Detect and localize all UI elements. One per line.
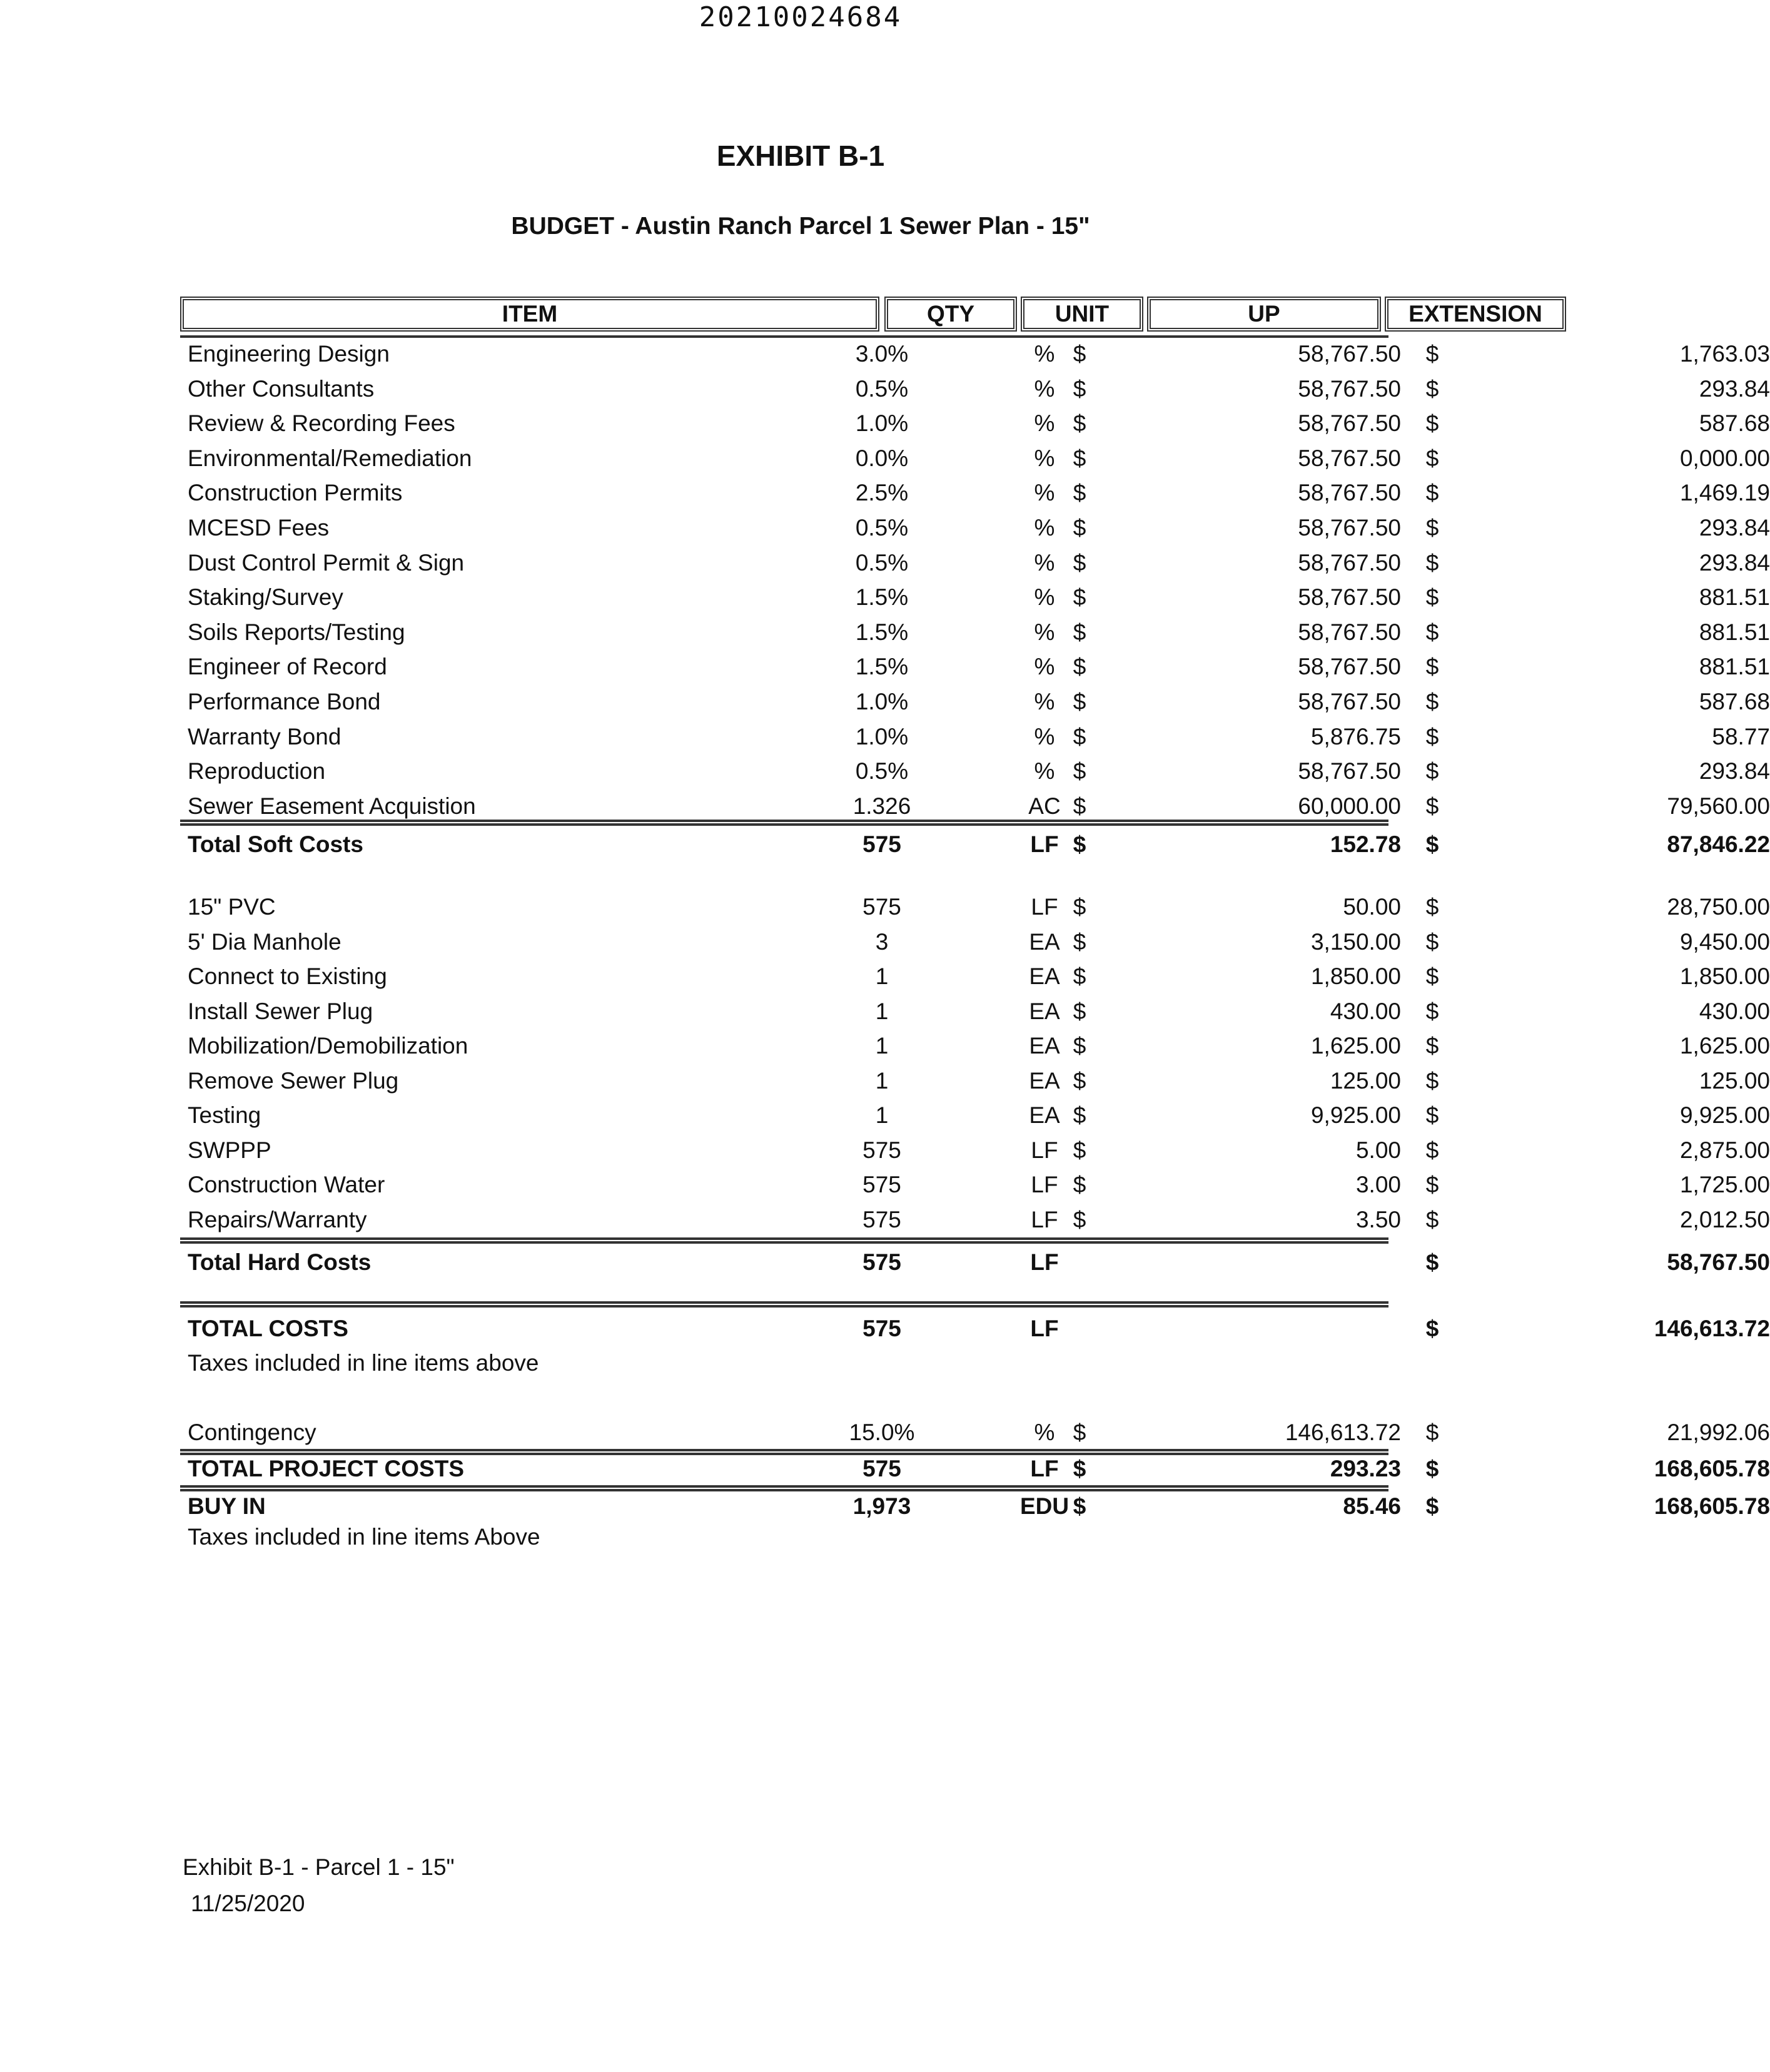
extension-cell: 58,767.50 <box>1667 1249 1770 1275</box>
item-cell: Review & Recording Fees <box>188 410 455 437</box>
up-cell: 58,767.50 <box>1298 341 1401 367</box>
dollar-sign: $ <box>1073 445 1086 471</box>
item-cell: Total Hard Costs <box>188 1249 372 1275</box>
table-header <box>180 297 1542 335</box>
up-cell: 58,767.50 <box>1298 758 1401 785</box>
extension-cell: 587.68 <box>1699 410 1770 437</box>
extension-cell: 168,605.78 <box>1654 1456 1770 1481</box>
dollar-sign: $ <box>1425 1137 1439 1163</box>
up-cell: 9,925.00 <box>1310 1102 1401 1128</box>
up-cell: 50.00 <box>1343 894 1401 920</box>
qty-cell: 3 <box>875 928 889 955</box>
extension-cell: 58.77 <box>1712 723 1770 749</box>
header-extension: EXTENSION <box>1385 297 1566 332</box>
unit-cell: LF <box>1031 1206 1058 1232</box>
up-cell: 5.00 <box>1355 1137 1401 1163</box>
unit-cell: LF <box>1030 1456 1059 1481</box>
qty-cell: 1,973 <box>852 1493 911 1519</box>
up-cell: 58,767.50 <box>1298 445 1401 471</box>
soft-cost-row <box>181 615 1770 649</box>
unit-cell: LF <box>1031 1137 1058 1163</box>
up-cell: 58,767.50 <box>1298 375 1401 402</box>
hard-cost-row <box>181 1202 1770 1237</box>
dollar-sign: $ <box>1425 723 1439 749</box>
unit-cell: % <box>1034 723 1055 749</box>
dollar-sign: $ <box>1425 341 1439 367</box>
dollar-sign: $ <box>1073 894 1086 920</box>
dollar-sign: $ <box>1425 1206 1439 1232</box>
item-cell: Total Soft Costs <box>188 831 363 857</box>
document-number: 20210024684 <box>699 1 903 33</box>
up-cell: 58,767.50 <box>1298 654 1401 680</box>
dollar-sign: $ <box>1425 515 1439 541</box>
dollar-sign: $ <box>1073 928 1086 955</box>
item-cell: Construction Permits <box>188 480 403 506</box>
up-cell: 125.00 <box>1330 1067 1401 1094</box>
up-cell: 58,767.50 <box>1298 619 1401 645</box>
unit-cell: EA <box>1029 1067 1060 1094</box>
unit-cell: % <box>1034 480 1055 506</box>
hard-cost-row <box>181 1133 1770 1167</box>
unit-cell: % <box>1034 619 1055 645</box>
qty-cell: 1 <box>875 1033 889 1059</box>
item-cell: Sewer Easement Acquistion <box>188 793 476 819</box>
qty-cell: 575 <box>862 1456 901 1481</box>
hard-cost-row <box>181 994 1770 1028</box>
total-hard-costs-row <box>181 1245 1770 1279</box>
dollar-sign: $ <box>1073 793 1086 819</box>
up-cell: 58,767.50 <box>1298 689 1401 714</box>
unit-cell: % <box>1034 375 1055 402</box>
soft-cost-row <box>181 441 1770 475</box>
dollar-sign: $ <box>1073 375 1086 402</box>
hard-cost-row <box>181 925 1770 959</box>
soft-cost-row <box>181 754 1770 788</box>
header-qty: QTY <box>884 297 1017 332</box>
soft-cost-row <box>181 546 1770 580</box>
unit-cell: % <box>1034 341 1055 367</box>
unit-cell: % <box>1034 410 1055 437</box>
unit-cell: LF <box>1031 1172 1058 1197</box>
up-cell: 1,625.00 <box>1310 1033 1401 1059</box>
unit-cell: % <box>1034 549 1055 576</box>
extension-cell: 168,605.78 <box>1654 1493 1770 1519</box>
extension-cell: 1,725.00 <box>1679 1172 1770 1197</box>
up-cell: 58,767.50 <box>1298 480 1401 506</box>
up-cell: 3,150.00 <box>1310 928 1401 955</box>
unit-cell: EDU <box>1019 1493 1070 1519</box>
qty-cell: 2.5% <box>855 480 909 506</box>
item-cell: SWPPP <box>188 1137 271 1163</box>
soft-cost-row <box>181 510 1770 545</box>
dollar-sign: $ <box>1425 793 1439 819</box>
unit-cell: EA <box>1029 1102 1060 1128</box>
extension-cell: 28,750.00 <box>1667 894 1770 920</box>
dollar-sign: $ <box>1073 515 1086 541</box>
item-cell: MCESD Fees <box>188 515 330 541</box>
item-cell: Staking/Survey <box>188 584 343 611</box>
dollar-sign: $ <box>1425 1102 1439 1128</box>
dollar-sign: $ <box>1073 341 1086 367</box>
qty-cell: 0.0% <box>855 445 909 471</box>
unit-cell: % <box>1034 1419 1055 1445</box>
item-cell: Mobilization/Demobilization <box>188 1033 468 1059</box>
qty-cell: 0.5% <box>855 549 909 576</box>
qty-cell: 575 <box>862 894 901 920</box>
dollar-sign: $ <box>1425 689 1439 714</box>
dollar-sign: $ <box>1073 410 1086 437</box>
dollar-sign: $ <box>1073 1137 1086 1163</box>
hard-cost-row <box>181 1064 1770 1098</box>
dollar-sign: $ <box>1425 549 1439 576</box>
hard-cost-row <box>181 959 1770 993</box>
extension-cell: 1,850.00 <box>1679 963 1770 989</box>
unit-cell: % <box>1034 758 1055 785</box>
up-cell: 58,767.50 <box>1298 515 1401 541</box>
extension-cell: 587.68 <box>1699 689 1770 714</box>
unit-cell: % <box>1034 445 1055 471</box>
qty-cell: 575 <box>862 1206 901 1232</box>
item-cell: Engineering Design <box>188 341 390 367</box>
dollar-sign: $ <box>1425 998 1439 1024</box>
extension-cell: 125.00 <box>1699 1067 1770 1094</box>
extension-cell: 1,625.00 <box>1679 1033 1770 1059</box>
dollar-sign: $ <box>1425 1456 1439 1481</box>
up-cell: 1,850.00 <box>1310 963 1401 989</box>
budget-subtitle: BUDGET - Austin Ranch Parcel 1 Sewer Plan - 15" <box>511 213 1090 240</box>
soft-cost-row <box>181 789 1770 823</box>
extension-cell: 0,000.00 <box>1679 445 1770 471</box>
item-cell: Performance Bond <box>188 689 381 714</box>
taxes-note-2: Taxes included in line items Above <box>188 1524 540 1550</box>
item-cell: Engineer of Record <box>188 654 387 680</box>
dollar-sign: $ <box>1425 894 1439 920</box>
taxes-note: Taxes included in line items above <box>188 1350 539 1376</box>
total-costs-rule <box>180 1301 1388 1308</box>
dollar-sign: $ <box>1425 375 1439 402</box>
qty-cell: 1.5% <box>855 584 909 611</box>
soft-cost-row <box>181 406 1770 440</box>
item-cell: Other Consultants <box>188 375 375 402</box>
item-cell: Testing <box>188 1102 261 1128</box>
item-cell: Dust Control Permit & Sign <box>188 549 465 576</box>
dollar-sign: $ <box>1073 831 1086 857</box>
dollar-sign: $ <box>1425 928 1439 955</box>
dollar-sign: $ <box>1073 549 1086 576</box>
soft-cost-row <box>181 719 1770 754</box>
qty-cell: 1.0% <box>855 689 909 714</box>
qty-cell: 1 <box>875 1102 889 1128</box>
dollar-sign: $ <box>1073 758 1086 785</box>
dollar-sign: $ <box>1073 654 1086 680</box>
qty-cell: 575 <box>862 831 901 857</box>
unit-cell: LF <box>1031 894 1058 920</box>
dollar-sign: $ <box>1073 1033 1086 1059</box>
footer-date: 11/25/2020 <box>191 1891 305 1916</box>
soft-cost-row <box>181 475 1770 510</box>
extension-cell: 1,763.03 <box>1679 341 1770 367</box>
dollar-sign: $ <box>1425 410 1439 437</box>
qty-cell: 575 <box>862 1137 901 1163</box>
up-cell: 58,767.50 <box>1298 584 1401 611</box>
extension-cell: 79,560.00 <box>1667 793 1770 819</box>
unit-cell: EA <box>1029 998 1060 1024</box>
dollar-sign: $ <box>1073 963 1086 989</box>
item-cell: Environmental/Remediation <box>188 445 472 471</box>
qty-cell: 575 <box>862 1316 901 1341</box>
dollar-sign: $ <box>1073 1172 1086 1197</box>
dollar-sign: $ <box>1073 689 1086 714</box>
soft-cost-row <box>181 649 1770 684</box>
hard-cost-row <box>181 1167 1770 1202</box>
extension-cell: 293.84 <box>1699 515 1770 541</box>
qty-cell: 0.5% <box>855 515 909 541</box>
up-cell: 3.00 <box>1355 1172 1401 1197</box>
up-cell: 152.78 <box>1330 831 1401 857</box>
item-cell: Reproduction <box>188 758 326 785</box>
dollar-sign: $ <box>1073 1419 1086 1445</box>
dollar-sign: $ <box>1425 1419 1439 1445</box>
dollar-sign: $ <box>1425 831 1439 857</box>
up-cell: 58,767.50 <box>1298 410 1401 437</box>
extension-cell: 9,925.00 <box>1679 1102 1770 1128</box>
extension-cell: 146,613.72 <box>1654 1316 1770 1341</box>
header-unit: UNIT <box>1021 297 1143 332</box>
dollar-sign: $ <box>1425 1033 1439 1059</box>
extension-cell: 293.84 <box>1699 375 1770 402</box>
unit-cell: LF <box>1030 1316 1059 1341</box>
extension-cell: 881.51 <box>1699 654 1770 680</box>
extension-cell: 293.84 <box>1699 549 1770 576</box>
item-cell: 15" PVC <box>188 894 276 920</box>
qty-cell: 1.326 <box>852 793 911 819</box>
hard-total-rule <box>180 1237 1388 1244</box>
dollar-sign: $ <box>1073 619 1086 645</box>
contingency-row <box>181 1415 1770 1450</box>
up-cell: 146,613.72 <box>1285 1419 1401 1445</box>
qty-cell: 3.0% <box>855 341 909 367</box>
dollar-sign: $ <box>1073 1067 1086 1094</box>
dollar-sign: $ <box>1425 584 1439 611</box>
item-cell: Warranty Bond <box>188 723 341 749</box>
dollar-sign: $ <box>1425 480 1439 506</box>
up-cell: 5,876.75 <box>1310 723 1401 749</box>
exhibit-title: EXHIBIT B-1 <box>716 140 885 172</box>
up-cell: 58,767.50 <box>1298 549 1401 576</box>
dollar-sign: $ <box>1073 584 1086 611</box>
up-cell: 85.46 <box>1343 1493 1401 1519</box>
unit-cell: % <box>1034 515 1055 541</box>
header-item: ITEM <box>180 297 879 332</box>
total-project-costs-row <box>181 1451 1770 1486</box>
extension-cell: 881.51 <box>1699 619 1770 645</box>
dollar-sign: $ <box>1073 723 1086 749</box>
total-soft-costs-row <box>181 827 1770 861</box>
dollar-sign: $ <box>1425 1172 1439 1197</box>
item-cell: Install Sewer Plug <box>188 998 373 1024</box>
qty-cell: 1.0% <box>855 410 909 437</box>
qty-cell: 575 <box>862 1249 901 1275</box>
soft-cost-row <box>181 372 1770 406</box>
extension-cell: 881.51 <box>1699 584 1770 611</box>
item-cell: Soils Reports/Testing <box>188 619 405 645</box>
dollar-sign: $ <box>1073 998 1086 1024</box>
extension-cell: 21,992.06 <box>1667 1419 1770 1445</box>
up-cell: 3.50 <box>1355 1206 1401 1232</box>
qty-cell: 1.0% <box>855 723 909 749</box>
extension-cell: 293.84 <box>1699 758 1770 785</box>
buy-in-row <box>181 1489 1770 1523</box>
dollar-sign: $ <box>1073 1206 1086 1232</box>
unit-cell: LF <box>1030 1249 1059 1275</box>
qty-cell: 1.5% <box>855 654 909 680</box>
hard-cost-row <box>181 890 1770 924</box>
dollar-sign: $ <box>1073 1493 1086 1519</box>
dollar-sign: $ <box>1425 758 1439 785</box>
extension-cell: 87,846.22 <box>1667 831 1770 857</box>
extension-cell: 2,012.50 <box>1679 1206 1770 1232</box>
item-cell: Contingency <box>188 1419 316 1445</box>
dollar-sign: $ <box>1425 619 1439 645</box>
unit-cell: % <box>1034 654 1055 680</box>
soft-cost-row <box>181 337 1770 371</box>
up-cell: 60,000.00 <box>1298 793 1401 819</box>
up-cell: 430.00 <box>1330 998 1401 1024</box>
dollar-sign: $ <box>1425 1067 1439 1094</box>
extension-cell: 1,469.19 <box>1679 480 1770 506</box>
unit-cell: % <box>1034 584 1055 611</box>
item-cell: Construction Water <box>188 1172 385 1197</box>
dollar-sign: $ <box>1425 1316 1439 1341</box>
qty-cell: 1 <box>875 963 889 989</box>
dollar-sign: $ <box>1425 963 1439 989</box>
qty-cell: 0.5% <box>855 375 909 402</box>
dollar-sign: $ <box>1073 1102 1086 1128</box>
item-cell: TOTAL PROJECT COSTS <box>188 1456 464 1481</box>
soft-cost-row <box>181 684 1770 719</box>
unit-cell: LF <box>1030 831 1059 857</box>
item-cell: Remove Sewer Plug <box>188 1067 399 1094</box>
item-cell: BUY IN <box>188 1493 266 1519</box>
unit-cell: EA <box>1029 928 1060 955</box>
item-cell: Connect to Existing <box>188 963 387 989</box>
soft-cost-row <box>181 580 1770 614</box>
qty-cell: 15.0% <box>849 1419 915 1445</box>
dollar-sign: $ <box>1073 480 1086 506</box>
soft-total-rule <box>180 820 1388 826</box>
qty-cell: 575 <box>862 1172 901 1197</box>
qty-cell: 0.5% <box>855 758 909 785</box>
qty-cell: 1 <box>875 998 889 1024</box>
extension-cell: 9,450.00 <box>1679 928 1770 955</box>
unit-cell: % <box>1034 689 1055 714</box>
dollar-sign: $ <box>1425 1249 1439 1275</box>
dollar-sign: $ <box>1425 654 1439 680</box>
dollar-sign: $ <box>1425 1493 1439 1519</box>
unit-cell: AC <box>1028 793 1061 819</box>
qty-cell: 1.5% <box>855 619 909 645</box>
total-costs-row <box>181 1311 1770 1346</box>
unit-cell: EA <box>1029 1033 1060 1059</box>
qty-cell: 1 <box>875 1067 889 1094</box>
dollar-sign: $ <box>1425 445 1439 471</box>
hard-cost-row <box>181 1098 1770 1132</box>
unit-cell: EA <box>1029 963 1060 989</box>
extension-cell: 2,875.00 <box>1679 1137 1770 1163</box>
up-cell: 293.23 <box>1330 1456 1401 1481</box>
extension-cell: 430.00 <box>1699 998 1770 1024</box>
hard-cost-row <box>181 1028 1770 1063</box>
dollar-sign: $ <box>1073 1456 1086 1481</box>
item-cell: TOTAL COSTS <box>188 1316 348 1341</box>
item-cell: Repairs/Warranty <box>188 1206 367 1232</box>
item-cell: 5' Dia Manhole <box>188 928 341 955</box>
header-up: UP <box>1147 297 1381 332</box>
footer-exhibit-label: Exhibit B-1 - Parcel 1 - 15" <box>183 1854 455 1880</box>
